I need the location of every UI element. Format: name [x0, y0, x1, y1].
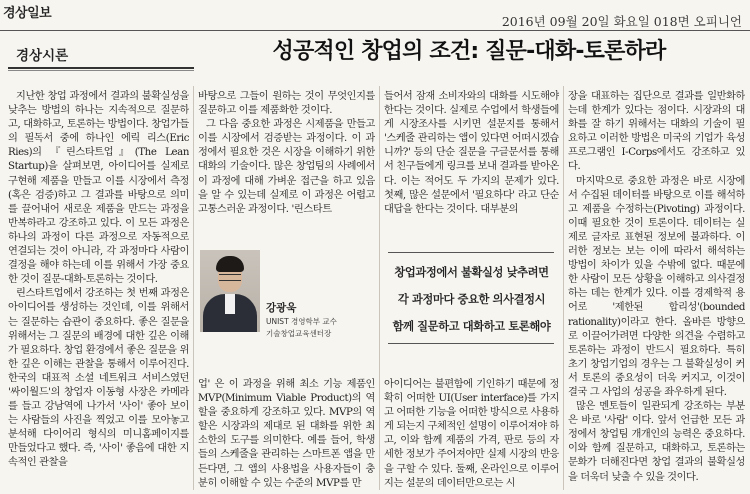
paragraph: 마지막으로 중요한 과정은 바로 시장에서 수집된 데이터를 바탕으로 이를 해석하고 제품을 수정하는(Pivoting) 과정이다. 이때 필요한 것이 토론이다. 데이터는 실제로 글자로 표현된 정보에 불과하다. 이러한 정보는 보는 이에 따라서 해석하는 방법이 차이가 있을 수밖에 없다. 때문에 한 사람이 모든 상황을 이해하고 의사결정하는 데는 한계가 있다. 이를 경제학적 용어로 '제한된 합리성'(bounded rationality)이라고 한다. 올바른 방향으로 이끌어가려면 다양한 의견을 수렴하고 토론하는 과정이 반드시 필요하다. 특히 초기 창업기업의 경우는 그 불확실성이 커서 토론의 중요성이 더욱 커지고, 이것이 결국 그 사업의 성공을 좌우하게 된다.: [568, 175, 745, 398]
paragraph: 업' 은 이 과정을 위해 최소 기능 제품인 MVP(Minimum Viable Product)의 역할을 중요하게 강조하고 있다. MVP의 역할은 시장과의 제대로 된 대화를 위한 최소한의 도구를 의미한다. 예를 들어, 학생들의 스케줄을 관리하는 스마트폰 앱을 만든다면, 그 앱의 사용법을 사용자들이 충분히 이해할 수 있는 수준의 MVP를 만: [198, 379, 375, 489]
pull-quote-rule: [388, 343, 554, 344]
header-rule: [0, 30, 750, 31]
dateline: 2016년 09월 20일 화요일 018면 오피니언: [501, 14, 742, 29]
article-column-1: [8, 90, 189, 490]
article-column-3-top: [384, 90, 559, 242]
newspaper-logo: 경상일보: [3, 6, 52, 21]
section-underline-thin: [8, 70, 194, 71]
pull-quote-line: 창업과정에서 불확실성 낮추려면: [394, 266, 549, 279]
pull-quote-line: 각 과정마다 중요한 의사결정시: [397, 293, 546, 306]
photo-shirt: [225, 294, 235, 314]
pull-quote: [384, 259, 559, 340]
paragraph: 아이디어는 불편함에 기인하기 때문에 정확히 어떠한 UI(User interface)를 가지고 어떠한 기능을 어떠한 방식으로 사용하게 되는지 구체적인 설명이 이루어져야 하고, 이와 함께 제품의 가격, 판로 등의 자세한 정보가 주어져야만 실제 시장의 반응을 구할 수 있다. 둘째, 온라인으로 이루어지는 설문의 데이터만으로는 시: [384, 379, 559, 489]
paragraph: 린스타트업에서 강조하는 첫 번째 과정은 아이디어를 생성하는 것인데, 이를 위해서는 질문하는 습관이 중요하다. 좋은 질문을 위해서는 그 질문의 배경에 대한 깊은 이해가 필요하다. 창업 환경에서 좋은 질문을 위한 깊은 이해는 관찰을 통해서 이루어진다. 한국의 대표적 소셜 네트워크 서비스였던 '싸이월드'의 창업자 이동형 사장은 카메라를 들고 강남역에 나가서 '사이' 좋아 보이는 사람들의 사진을 찍었고 이를 모아놓고 분석해 다이어리 형식의 미니홈페이지를 만들었다고 했다. 즉, '사이' 좋음에 대한 지속적인 관찰을: [8, 288, 189, 469]
section-label: 경상시론: [16, 48, 69, 64]
author-affiliation: UNIST 경영학부 교수: [266, 317, 337, 326]
paragraph: 장을 대표하는 집단으로 결과를 일반화하는데 한계가 있다는 점이다. 시장과의 대화를 잘 하기 위해서는 대화의 기술이 필요하고 이러한 방법은 미국의 기업가 육성 프로그램인 I-Corps에서도 강조하고 있다.: [568, 91, 745, 173]
photo-hair: [216, 256, 244, 272]
article-headline: 성공적인 창업의 조건: 질문-대화-토론하라: [272, 39, 666, 64]
article-column-2-bottom: [198, 378, 375, 490]
paragraph: 지난한 창업 과정에서 결과의 불확실성을 낮추는 방법의 하나는 지속적으로 질문하고, 대화하고, 토론하는 방법이다. 창업가들의 필독서 중에 하나인 에릭 리스(Eric Ries)의 『린스타트업』(The Lean Startup)을 살펴보면, 아이디어를 실제로 구현해 제품을 만들고 이를 시장에서 측정(혹은 검증)하고 그 결과를 바탕으로 의미를 끌어내어 새로운 제품을 만드는 과정을 반복하라고 강조하고 있다. 이 모든 과정은 하나의 과정이 다른 과정으로 자동적으로 연결되는 것이 아니라, 각 과정마다 사람이 결정을 해야 하는데 이를 위해서 가장 중요한 것이 질문-대화-토론하는 것이다.: [8, 91, 189, 286]
column-divider: [563, 86, 564, 490]
paragraph: 그 다음 중요한 과정은 시제품을 만들고 이를 시장에서 검증받는 과정이다. 이 과정에서 필요한 것은 시장을 이해하기 위한 대화의 기술이다. 많은 창업팀의 사례에서 이 과정에 대해 가벼운 접근을 하고 있음을 알 수 있는데 실제로 이 과정은 어렵고 고통스러운 과정이다. '린스타트: [198, 119, 375, 215]
article-column-4: [568, 90, 745, 490]
column-divider: [379, 86, 380, 490]
column-divider: [193, 86, 194, 490]
author-title: 기술창업교육센터장: [266, 329, 332, 338]
pull-quote-line: 함께 질문하고 대화하고 토론해야: [392, 320, 551, 333]
section-underline: [8, 67, 194, 69]
paragraph: 들어서 잠재 소비자와의 대화를 시도해야 한다는 것이다. 실제로 수업에서 학생들에게 시장조사를 시키면 설문지를 통해서 '스케줄 관리하는 앱이 있다면 어떠시겠습니까?' 등의 단순 질문을 구글문서를 통해서 친구들에게 링크를 보내 결과를 받아온다. 이는 적어도 두 가지의 문제가 있다. 첫째, 많은 설문에서 '필요하다' 라고 단순 대답을 한다는 것이다. 대부분의: [384, 91, 559, 215]
article-column-2-top: [198, 90, 375, 242]
article-column-3-bottom: [384, 378, 559, 490]
pull-quote-rule: [388, 252, 554, 253]
paragraph: 바탕으로 그들이 원하는 것이 무엇인지를 질문하고 이를 제품화한 것이다.: [198, 91, 375, 117]
author-photo: [200, 250, 260, 332]
photo-glasses: [219, 274, 241, 281]
author-name: 강광욱: [266, 302, 297, 314]
paragraph: 많은 멘토들이 일관되게 강조하는 부분은 바로 '사람' 이다. 앞서 언급한 모든 과정에서 창업팀 개개인의 능력은 중요하다. 이와 함께 질문하고, 대화하고, 토론하는 문화가 더해진다면 창업 결과의 불확실성을 더욱더 낮출 수 있을 것이다.: [568, 401, 745, 483]
